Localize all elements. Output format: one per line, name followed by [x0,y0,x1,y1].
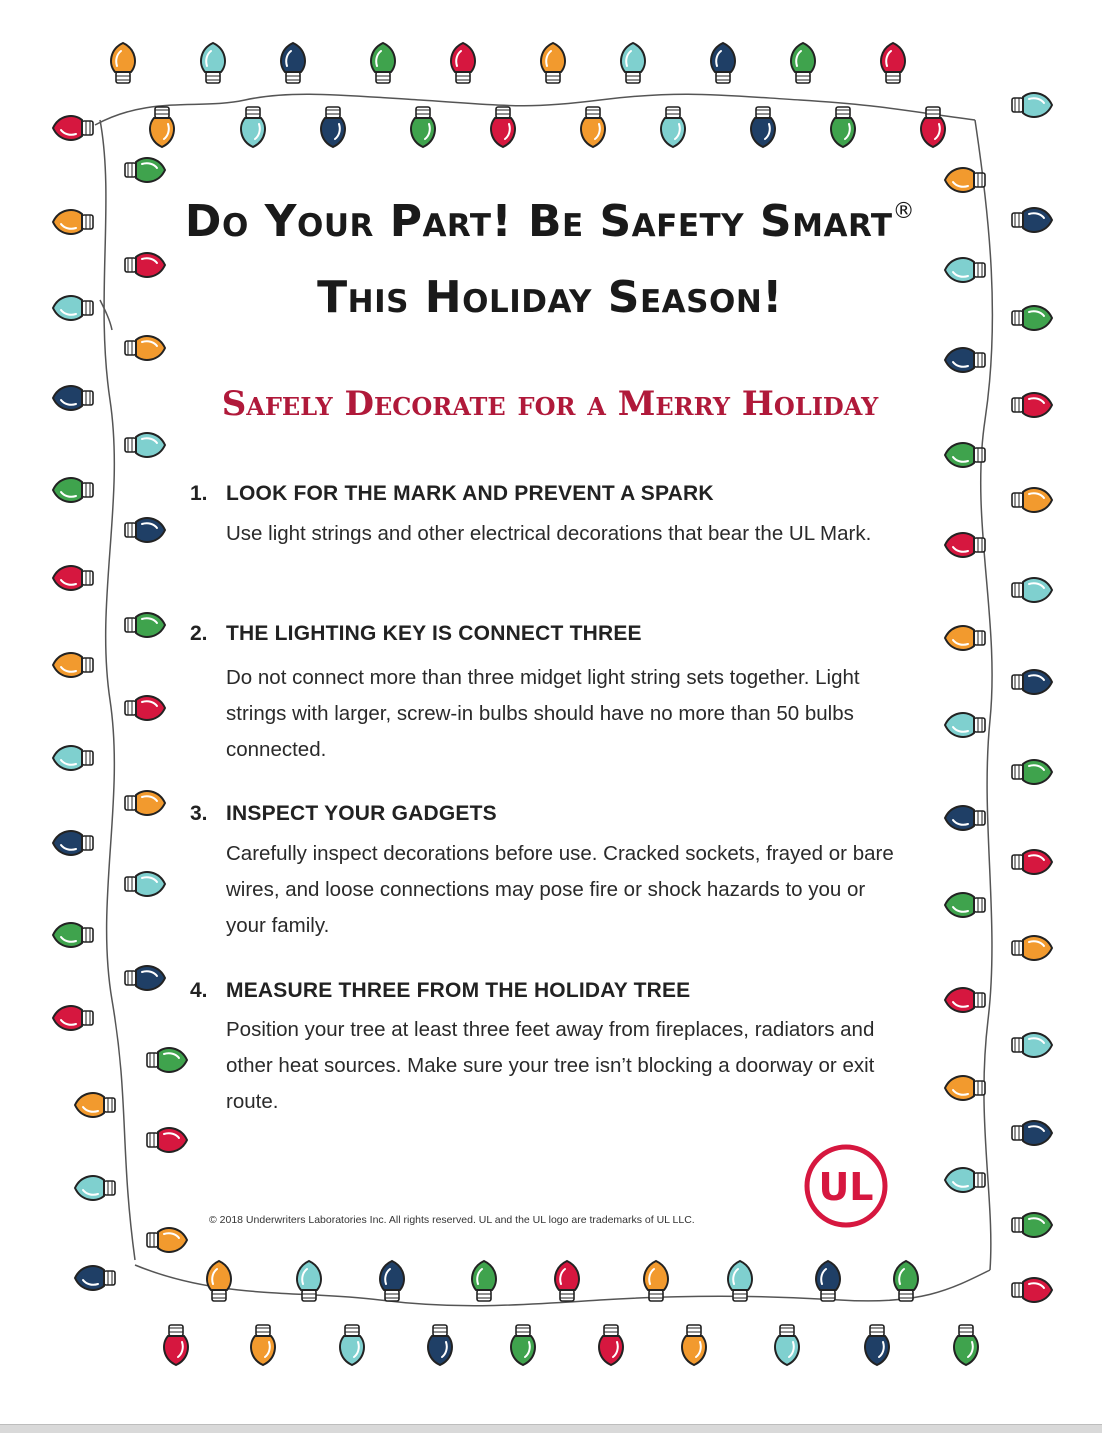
light-bulb-icon [945,988,985,1012]
light-bulb-icon [1012,208,1052,232]
light-bulb-icon [111,43,135,83]
light-bulb-icon [125,613,165,637]
light-bulb-icon [251,1325,275,1365]
light-bulb-icon [1012,1213,1052,1237]
light-bulb-icon [321,107,345,147]
light-bulb-icon [491,107,515,147]
light-bulb-icon [581,107,605,147]
light-bulb-icon [711,43,735,83]
light-bulb-icon [53,386,93,410]
light-bulb-icon [147,1048,187,1072]
light-bulb-icon [411,107,435,147]
light-bulb-icon [164,1325,188,1365]
light-bulb-icon [125,336,165,360]
light-bulb-icon [428,1325,452,1365]
tip-heading: INSPECT YOUR GADGETS [226,802,497,825]
light-bulb-icon [281,43,305,83]
light-bulb-icon [894,1261,918,1301]
light-bulb-icon [75,1176,115,1200]
light-bulb-icon [682,1325,706,1365]
light-bulb-icon [340,1325,364,1365]
light-bulb-icon [125,966,165,990]
light-bulb-icon [945,533,985,557]
light-bulb-icon [201,43,225,83]
light-bulb-icon [53,116,93,140]
tip-number: 1. [190,482,208,505]
tip-heading: LOOK FOR THE MARK AND PREVENT A SPARK [226,482,714,505]
light-bulb-icon [1012,1121,1052,1145]
light-bulb-icon [945,806,985,830]
light-bulb-icon [945,893,985,917]
light-bulb-icon [53,296,93,320]
light-bulb-icon [865,1325,889,1365]
light-bulb-icon [75,1093,115,1117]
light-bulb-icon [1012,1033,1052,1057]
light-bulb-icon [451,43,475,83]
light-bulb-icon [945,626,985,650]
tip-heading: MEASURE THREE FROM THE HOLIDAY TREE [226,979,691,1002]
light-bulb-icon [125,696,165,720]
tip-body: Position your tree at least three feet away from fireplaces, radiators and other heat sources. Make sure your tree isn’t blocking a doorway or exit route. [226,1018,875,1113]
light-bulb-icon [945,1168,985,1192]
light-bulb-icon [53,923,93,947]
light-bulb-icon [1012,306,1052,330]
light-bulb-icon [380,1261,404,1301]
light-bulb-icon [599,1325,623,1365]
tip-body: Carefully inspect decorations before use. Cracked sockets, frayed or bare wires, and loose connections may pose fire or shock hazards to you or your family. [226,842,894,937]
light-bulb-icon [945,1076,985,1100]
light-bulb-icon [53,746,93,770]
light-bulb-icon [511,1325,535,1365]
light-bulb-icon [207,1261,231,1301]
subtitle: Safely Decorate for a Merry Holiday [221,384,879,424]
light-bulb-icon [1012,670,1052,694]
light-bulb-icon [881,43,905,83]
light-bulb-icon [125,433,165,457]
light-bulb-icon [945,348,985,372]
light-bulb-icon [831,107,855,147]
light-bulb-icon [555,1261,579,1301]
title-text: Do Your Part! Be Safety Smart [184,196,893,247]
light-bulb-icon [53,1006,93,1030]
light-bulb-icon [621,43,645,83]
light-bulb-icon [53,653,93,677]
light-bulb-icon [816,1261,840,1301]
light-bulb-icon [241,107,265,147]
light-bulb-icon [1012,578,1052,602]
ul-logo-text: UL [818,1165,874,1209]
page-title-line-2: This Holiday Season! [317,272,783,323]
light-bulb-icon [150,107,174,147]
light-bulb-icon [661,107,685,147]
light-bulb-icon [945,443,985,467]
light-bulb-icon [125,158,165,182]
light-bulb-icon [1012,93,1052,117]
light-bulb-icon [1012,393,1052,417]
light-bulb-icon [125,791,165,815]
light-bulb-icon [945,168,985,192]
light-bulb-icon [147,1128,187,1152]
light-bulb-icon [1012,760,1052,784]
tip-number: 2. [190,622,208,645]
light-bulb-icon [53,478,93,502]
page-title-line-1 [110,196,990,247]
tip-number: 4. [190,979,208,1002]
light-bulb-icon [125,872,165,896]
light-bulb-icon [75,1266,115,1290]
light-bulb-icon [1012,936,1052,960]
light-bulb-icon [945,713,985,737]
tip-number: 3. [190,802,208,825]
light-bulb-icon [1012,1278,1052,1302]
light-bulb-icon [751,107,775,147]
tip-body: Do not connect more than three midget light string sets together. Light strings with larger, screw-in bulbs should have no more than 50 bulbs connected. [226,666,860,761]
light-bulb-icon [1012,850,1052,874]
light-bulb-icon [125,518,165,542]
light-bulb-icon [53,210,93,234]
light-bulb-icon [53,831,93,855]
light-bulb-icon [728,1261,752,1301]
tip-body: Use light strings and other electrical decorations that bear the UL Mark. [226,522,872,545]
light-bulb-icon [147,1228,187,1252]
light-bulb-icon [472,1261,496,1301]
light-bulb-icon [775,1325,799,1365]
ul-logo-icon [802,1142,890,1230]
light-bulb-icon [954,1325,978,1365]
light-bulb-icon [644,1261,668,1301]
copyright-notice: © 2018 Underwriters Laboratories Inc. All rights reserved. UL and the UL logo are trademarks of UL LLC. [209,1214,695,1226]
light-bulb-icon [371,43,395,83]
registered-mark: ® [892,199,916,224]
light-bulb-icon [791,43,815,83]
light-bulb-icon [53,566,93,590]
tip-heading: THE LIGHTING KEY IS CONNECT THREE [226,622,642,645]
light-bulb-icon [1012,488,1052,512]
light-bulb-icon [541,43,565,83]
